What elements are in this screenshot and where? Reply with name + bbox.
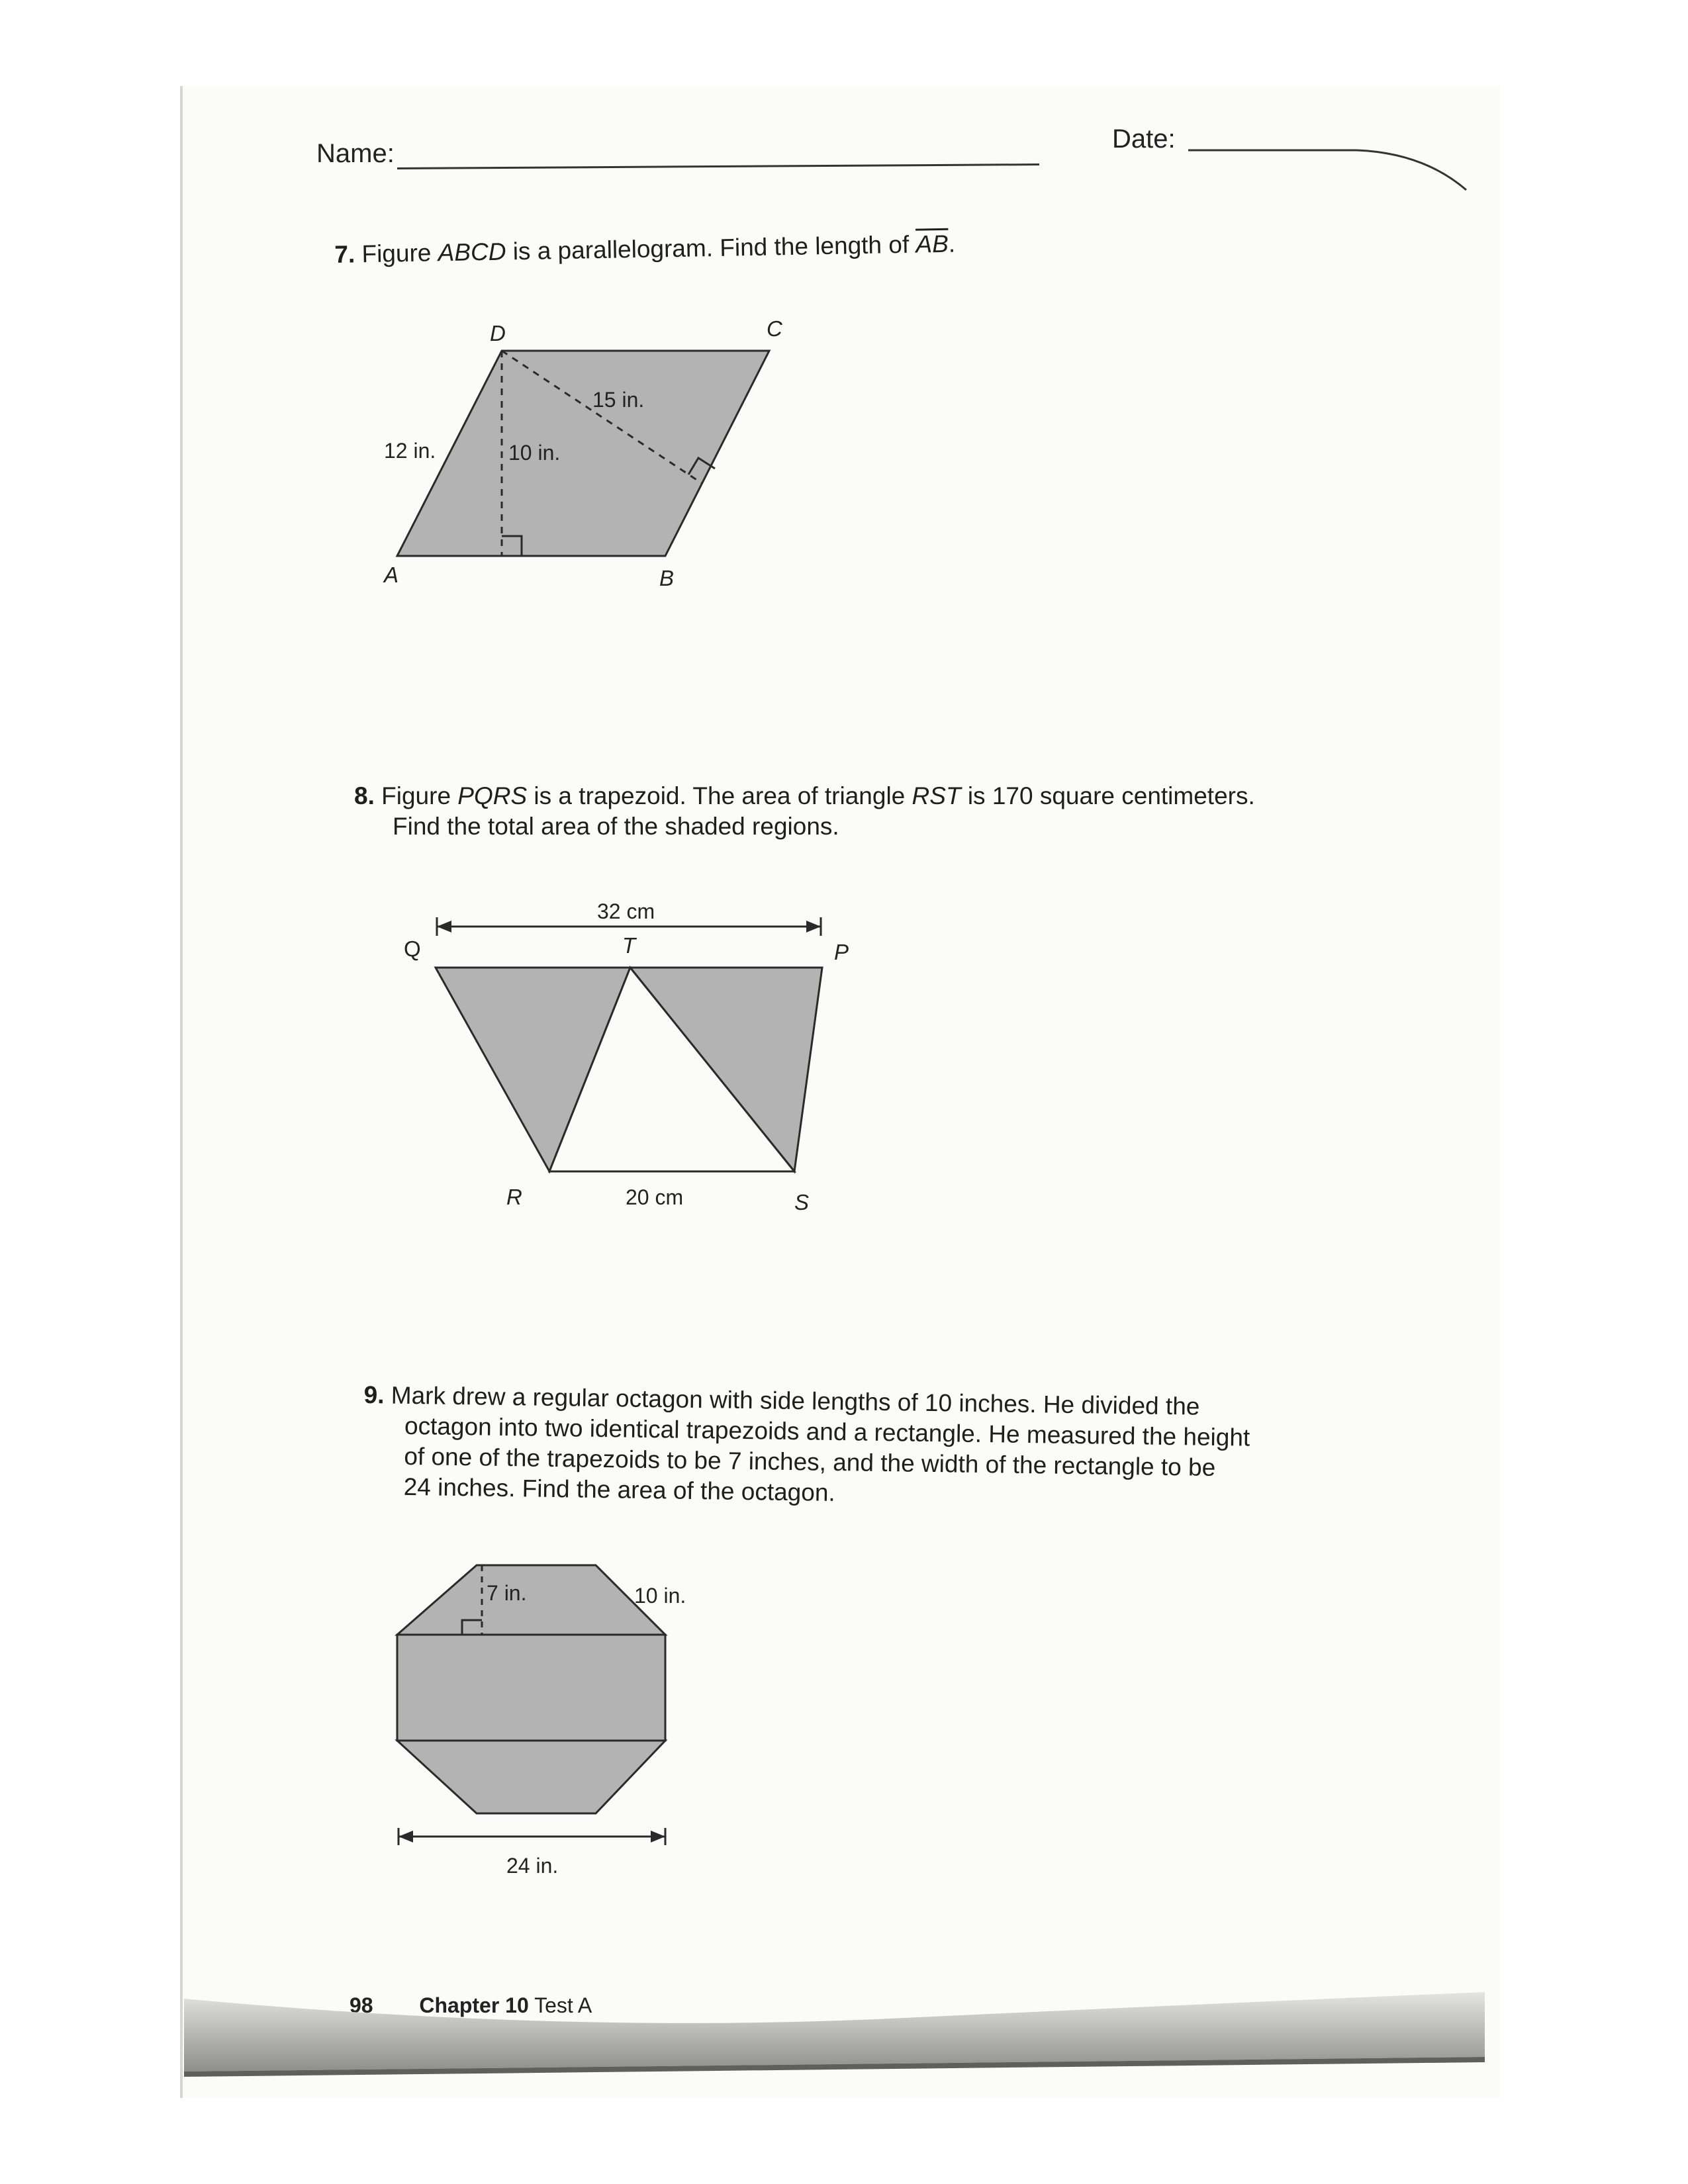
triangle-name: RST bbox=[912, 782, 961, 809]
arrow-head bbox=[651, 1831, 665, 1843]
vertex-s: S bbox=[794, 1190, 810, 1214]
question-8 bbox=[354, 781, 1255, 842]
arrow-head bbox=[437, 921, 451, 933]
figure-name: ABCD bbox=[438, 238, 506, 267]
diagonal-label: 15 in. bbox=[592, 388, 645, 412]
vertex-a: A bbox=[384, 563, 399, 587]
chapter-subtitle: Test A bbox=[528, 1993, 592, 2017]
middle-rectangle bbox=[397, 1635, 665, 1741]
date-line bbox=[1185, 136, 1470, 195]
question-text: octagon into two identical trapezoids and a rectangle. He measured the height bbox=[404, 1412, 1250, 1451]
side-label: 12 in. bbox=[384, 439, 436, 463]
arrow-head bbox=[399, 1831, 413, 1843]
parallelogram-figure bbox=[357, 311, 834, 602]
page-curl-shadow bbox=[177, 1972, 1488, 2091]
question-text: of one of the trapezoids to be 7 inches, and the width of the rectangle to be bbox=[404, 1442, 1216, 1481]
vertex-b: B bbox=[659, 566, 675, 590]
date-label: Date: bbox=[1112, 124, 1176, 154]
vertex-c: C bbox=[767, 316, 782, 341]
question-text: Figure bbox=[361, 239, 439, 268]
name-label: Name: bbox=[316, 139, 395, 168]
question-text: Find the total area of the shaded regions. bbox=[393, 813, 839, 840]
question-text: is a parallelogram. Find the length of bbox=[506, 230, 916, 265]
bottom-dimension-label: 20 cm bbox=[626, 1185, 684, 1209]
question-text: Figure bbox=[381, 782, 458, 809]
vertex-t: T bbox=[622, 933, 636, 958]
height-label: 10 in. bbox=[508, 441, 561, 465]
question-number: 7. bbox=[334, 240, 355, 268]
vertex-d: D bbox=[490, 321, 506, 345]
question-9 bbox=[362, 1380, 1250, 1514]
figure-name: PQRS bbox=[457, 782, 528, 809]
parallelogram-shape bbox=[397, 351, 769, 556]
question-text: . bbox=[948, 230, 956, 257]
vertex-r: R bbox=[506, 1185, 522, 1209]
question-text: 24 inches. Find the area of the octagon. bbox=[403, 1473, 836, 1506]
side-label: 10 in. bbox=[634, 1584, 686, 1608]
bottom-trapezoid bbox=[397, 1741, 665, 1813]
vertex-q: Q bbox=[404, 936, 421, 961]
question-number: 9. bbox=[363, 1381, 385, 1409]
segment-name: $\overline{AB}$ bbox=[915, 230, 949, 258]
top-trapezoid bbox=[397, 1565, 665, 1635]
vertex-p: P bbox=[834, 940, 849, 964]
page-number: 98 bbox=[350, 1993, 373, 2017]
question-text: is 170 square centimeters. bbox=[961, 782, 1255, 809]
chapter-title: Chapter 10 bbox=[419, 1993, 529, 2017]
question-text: Mark drew a regular octagon with side lengths of 10 inches. He divided the bbox=[391, 1381, 1200, 1420]
question-text: is a trapezoid. The area of triangle bbox=[527, 782, 912, 809]
arrow-head bbox=[806, 921, 821, 933]
top-dimension-label: 32 cm bbox=[597, 899, 655, 923]
octagon-figure bbox=[384, 1549, 794, 1880]
width-label: 24 in. bbox=[506, 1854, 559, 1878]
trapezoid-figure bbox=[384, 893, 887, 1218]
height-label: 7 in. bbox=[487, 1581, 527, 1605]
question-number: 8. bbox=[354, 782, 375, 809]
